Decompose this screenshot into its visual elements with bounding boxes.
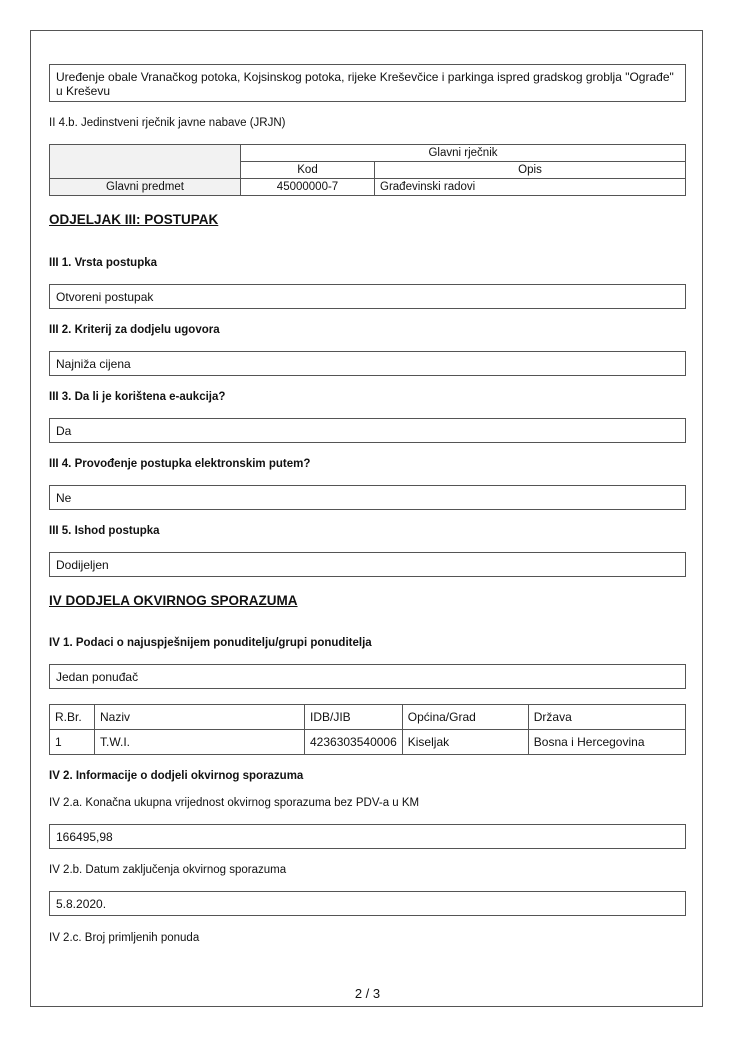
jrjn-title: II 4.b. Jedinstveni rječnik javne nabave (JRJN)	[49, 117, 286, 129]
bidders-header-cell: Naziv	[95, 705, 305, 730]
jrjn-col-kod: Kod	[241, 162, 375, 179]
s2b-value: 5.8.2020.	[56, 896, 107, 911]
q1-label: III 1. Vrsta postupka	[49, 257, 158, 269]
bidders-header-cell: Država	[528, 705, 685, 730]
s2a-value: 166495,98	[56, 829, 113, 844]
section4-title: IV DODJELA OKVIRNOG SPORAZUMA	[49, 593, 298, 608]
q1-value-box	[49, 284, 686, 309]
bidders-header-cell: Općina/Grad	[402, 705, 528, 730]
jrjn-row-label: Glavni predmet	[50, 179, 241, 196]
q3-value-box	[49, 418, 686, 443]
q3-label: III 3. Da li je korištena e-aukcija?	[49, 391, 226, 403]
bidder-rbr: 1	[50, 730, 95, 755]
q5-label: III 5. Ishod postupka	[49, 525, 160, 537]
q2-label: III 2. Kriterij za dodjelu ugovora	[49, 324, 220, 336]
s2-label: IV 2. Informacije o dodjeli okvirnog sporazuma	[49, 770, 304, 782]
s1-value-box	[49, 664, 686, 689]
bidder-idb: 4236303540006	[305, 730, 403, 755]
s1-label: IV 1. Podaci o najuspješnijem ponuditelju/grupi ponuditelja	[49, 637, 372, 649]
bidders-header-cell: IDB/JIB	[305, 705, 403, 730]
jrjn-empty-cell	[50, 145, 241, 179]
q3-value: Da	[56, 423, 72, 438]
q2-value-box	[49, 351, 686, 376]
page-number: 2 / 3	[354, 986, 381, 1001]
bidders-table	[49, 704, 686, 755]
q2-value: Najniža cijena	[56, 356, 131, 371]
bidder-opcina: Kiseljak	[402, 730, 528, 755]
s2a-value-box	[49, 824, 686, 849]
s2b-value-box	[49, 891, 686, 916]
jrjn-col-opis: Opis	[375, 162, 686, 179]
s2a-label: IV 2.a. Konačna ukupna vrijednost okvirnog sporazuma bez PDV-a u KM	[49, 797, 420, 809]
jrjn-row-opis: Građevinski radovi	[375, 179, 686, 196]
bidder-naziv: T.W.I.	[95, 730, 305, 755]
section3-title: ODJELJAK III: POSTUPAK	[49, 212, 219, 227]
q4-value-box	[49, 485, 686, 510]
s1-value: Jedan ponuđač	[56, 669, 139, 684]
jrjn-table	[49, 144, 686, 196]
bidders-header-cell: R.Br.	[50, 705, 95, 730]
bidder-drzava: Bosna i Hercegovina	[528, 730, 685, 755]
jrjn-header-main: Glavni rječnik	[241, 145, 686, 162]
q5-value-box	[49, 552, 686, 577]
jrjn-row-kod: 45000000-7	[241, 179, 375, 196]
subject-text: Uređenje obale Vranačkog potoka, Kojsinskog potoka, rijeke Kreševčice i parkinga ispred gradskog groblja "Ograđe" u Kreševu	[56, 70, 674, 98]
subject-box	[49, 64, 686, 102]
q5-value: Dodijeljen	[56, 557, 109, 572]
q4-value: Ne	[56, 490, 72, 505]
s2c-label: IV 2.c. Broj primljenih ponuda	[49, 932, 200, 944]
q4-label: III 4. Provođenje postupka elektronskim putem?	[49, 458, 311, 470]
table-row	[50, 730, 686, 755]
q1-value: Otvoreni postupak	[56, 289, 154, 304]
s2b-label: IV 2.b. Datum zaključenja okvirnog sporazuma	[49, 864, 287, 876]
